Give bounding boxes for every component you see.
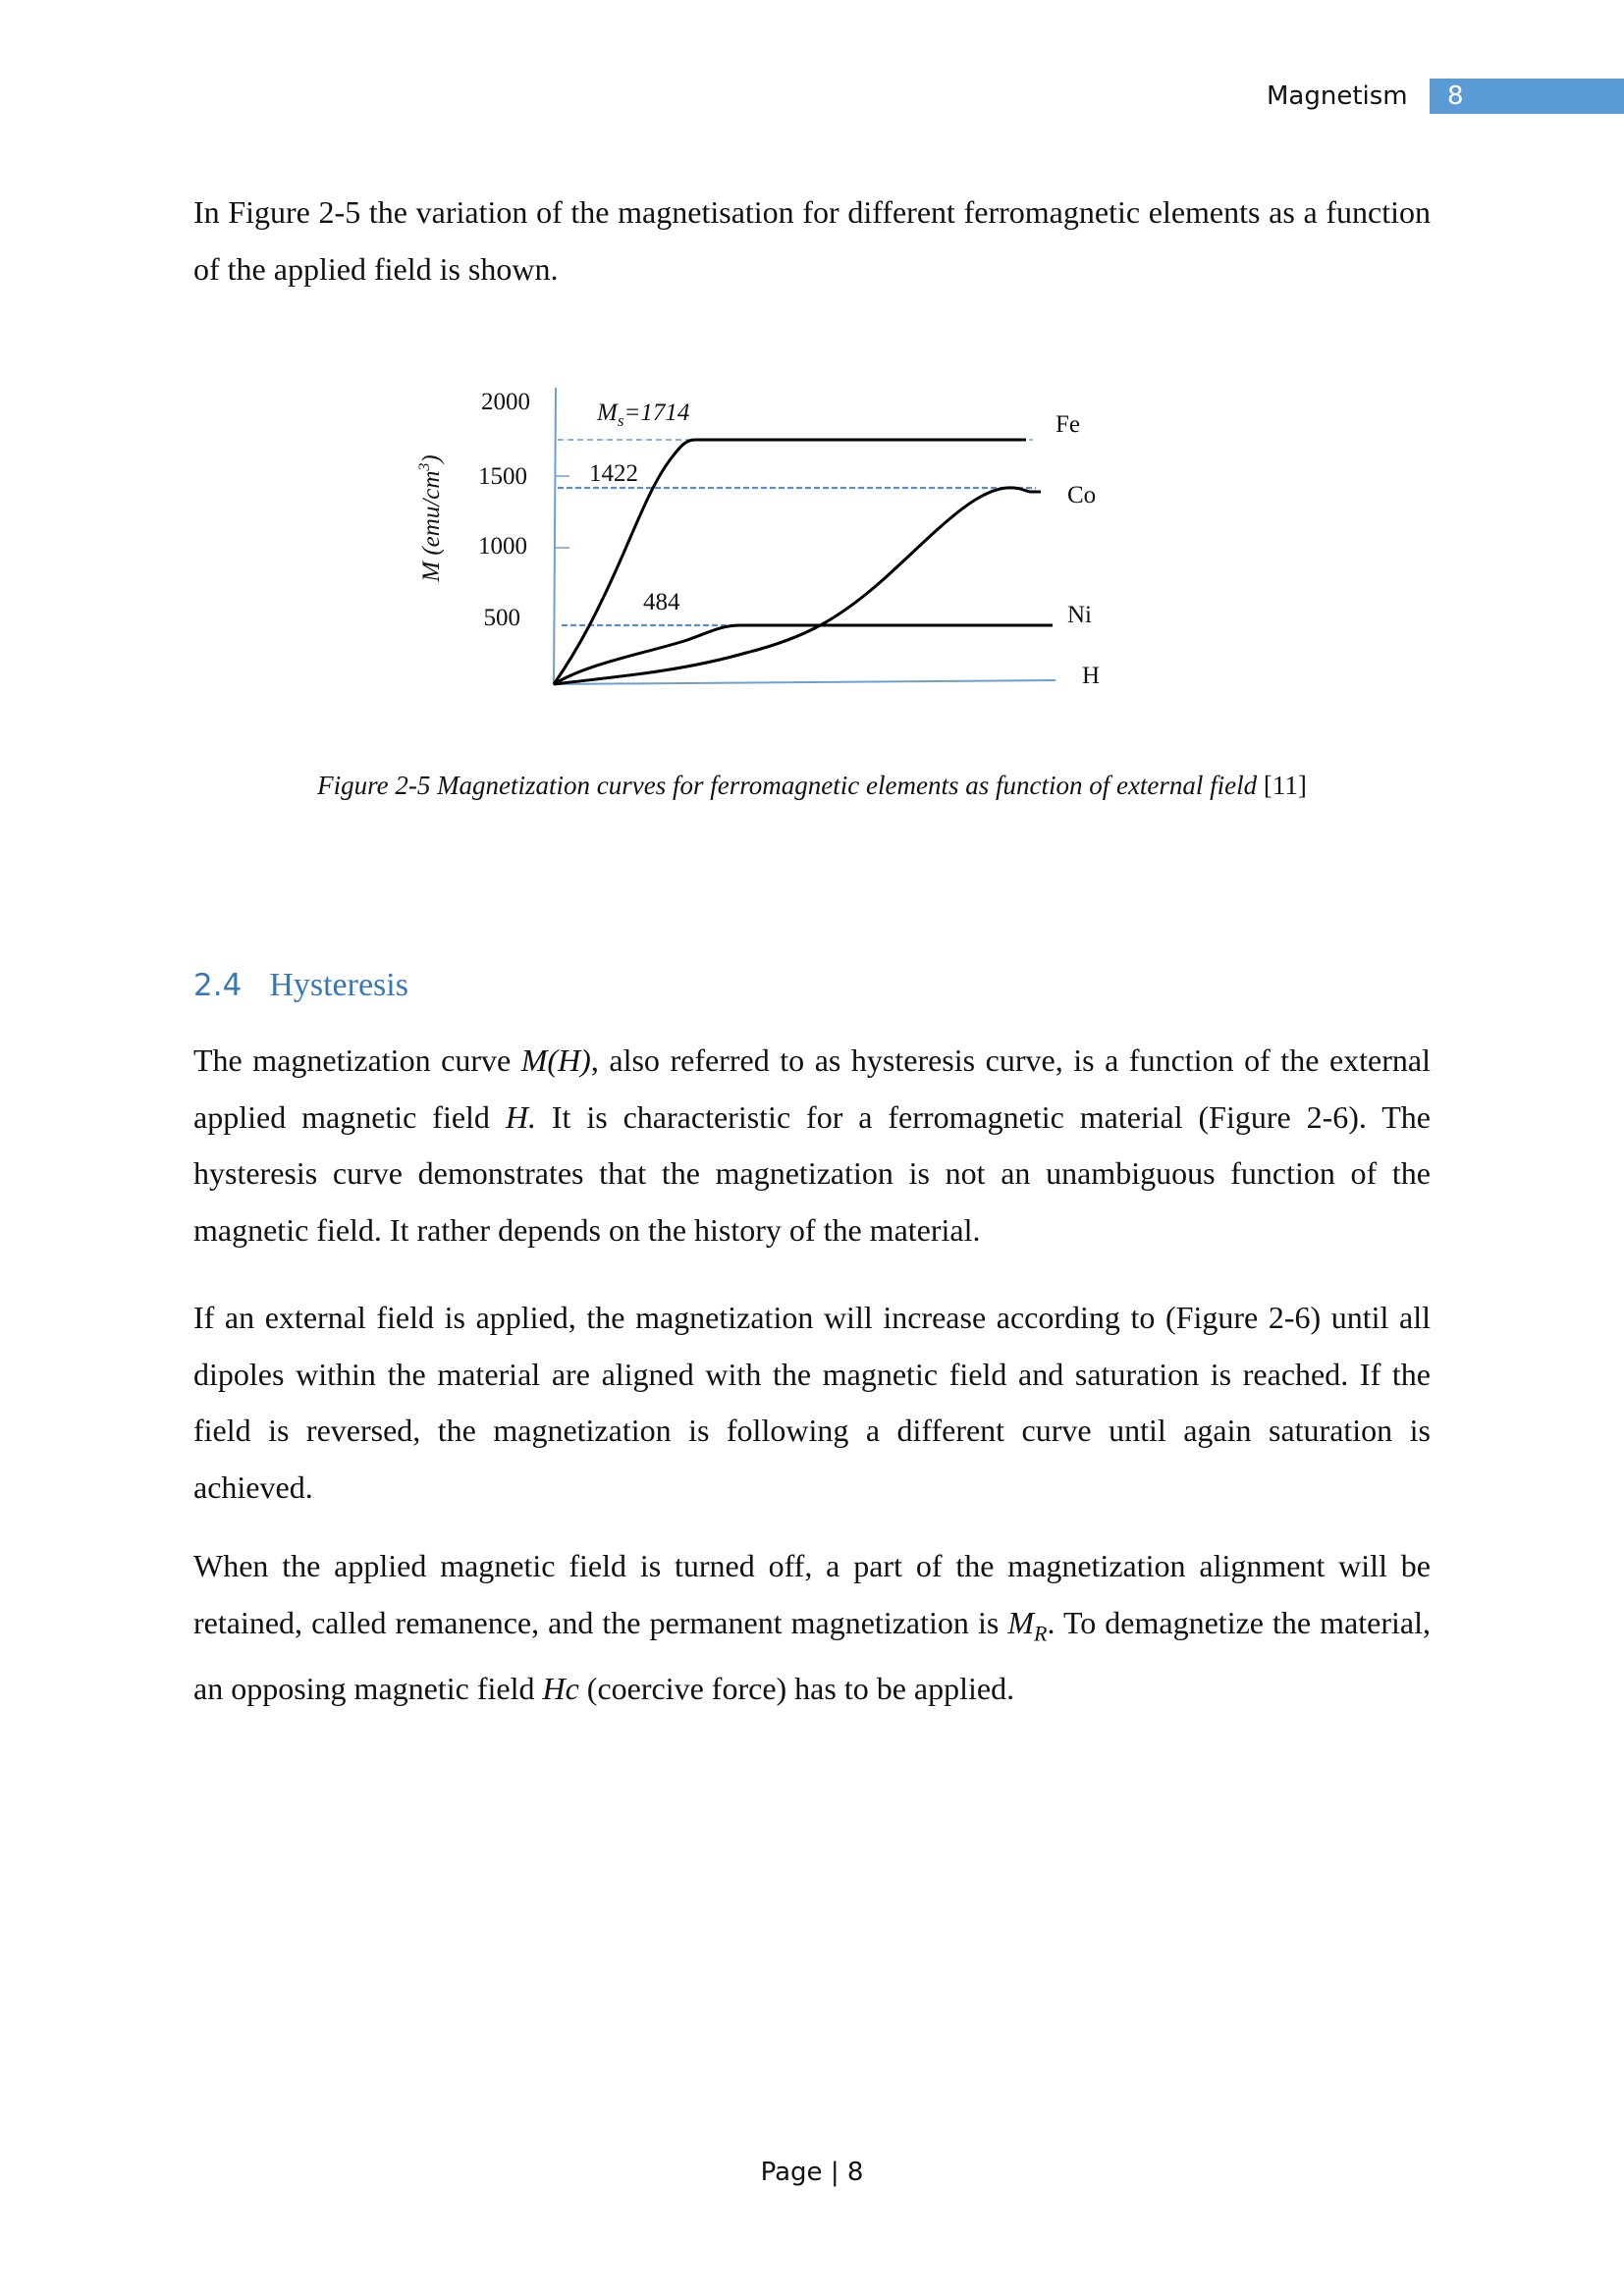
series-label-ni: Ni	[1067, 602, 1092, 628]
series-co-curve	[554, 488, 1041, 684]
figure-caption-text: Figure 2-5 Magnetization curves for ferromagnetic elements as function of external field	[317, 771, 1258, 800]
series-label-co: Co	[1067, 482, 1097, 508]
section-number: 2.4	[193, 968, 243, 1003]
math-h: H.	[505, 1098, 536, 1135]
magnetization-chart	[0, 0, 1624, 746]
math-mr: $M_R$	[1007, 1604, 1048, 1645]
x-axis	[554, 680, 1056, 684]
co-saturation-annotation: 1422	[589, 460, 638, 487]
section-title: Hysteresis	[269, 967, 408, 1003]
body-paragraph-1: The magnetization curve M(H), also referred to as hysteresis curve, is a function of the external applied magnetic field H. It is characteristic for a ferromagnetic material (Figure 2-6). The hysteresis curve demonstrates that the magnetization is not an unambiguous function of the magnetic field. It rather depends on the history of the material.	[193, 1042, 1432, 1248]
fe-saturation-annotation: $M_s=1714$	[597, 400, 690, 430]
running-header-title: Magnetism	[1267, 81, 1408, 111]
figure-caption	[0, 771, 1624, 801]
body-paragraph-2: If an external field is applied, the magnetization will increase according to (Figure 2-6) until all dipoles within the material are aligned with the magnetic field and saturation is reached. If the field is reversed, the magnetization is following a different curve until again saturation is achieved.	[193, 1300, 1431, 1505]
y-axis-label-superscript: 3	[416, 462, 433, 471]
ni-saturation-annotation: 484	[643, 589, 680, 615]
series-label-fe: Fe	[1056, 411, 1080, 438]
y-tick-label: 1000	[478, 533, 527, 560]
body-paragraph-3: When the applied magnetic field is turned off, a part of the magnetization alignment will be retained, called remanence, and the permanent magnetization is $M_R$. To demagnetize the material, an opposing magnetic field Hc (coercive force) has to be applied.	[193, 1548, 1432, 1707]
running-header-page-number: 8	[1447, 81, 1464, 111]
intro-paragraph: In Figure 2-5 the variation of the magnetisation for different ferromagnetic elements as a function of the applied field is shown.	[193, 194, 1431, 287]
page-footer: Page | 8	[760, 2158, 864, 2187]
math-hc: Hc	[542, 1671, 579, 1707]
section-heading	[193, 967, 408, 1004]
y-tick-label: 1500	[478, 463, 527, 490]
y-tick-label: 2000	[481, 389, 530, 415]
math-m-of-h: M(H)	[520, 1042, 591, 1078]
y-axis	[554, 388, 556, 685]
x-axis-label: H	[1082, 663, 1101, 689]
y-axis-label: M $(emu/cm^3)$	[416, 454, 445, 582]
figure-caption-reference: [11]	[1257, 771, 1307, 800]
y-tick-label: 500	[483, 605, 520, 631]
